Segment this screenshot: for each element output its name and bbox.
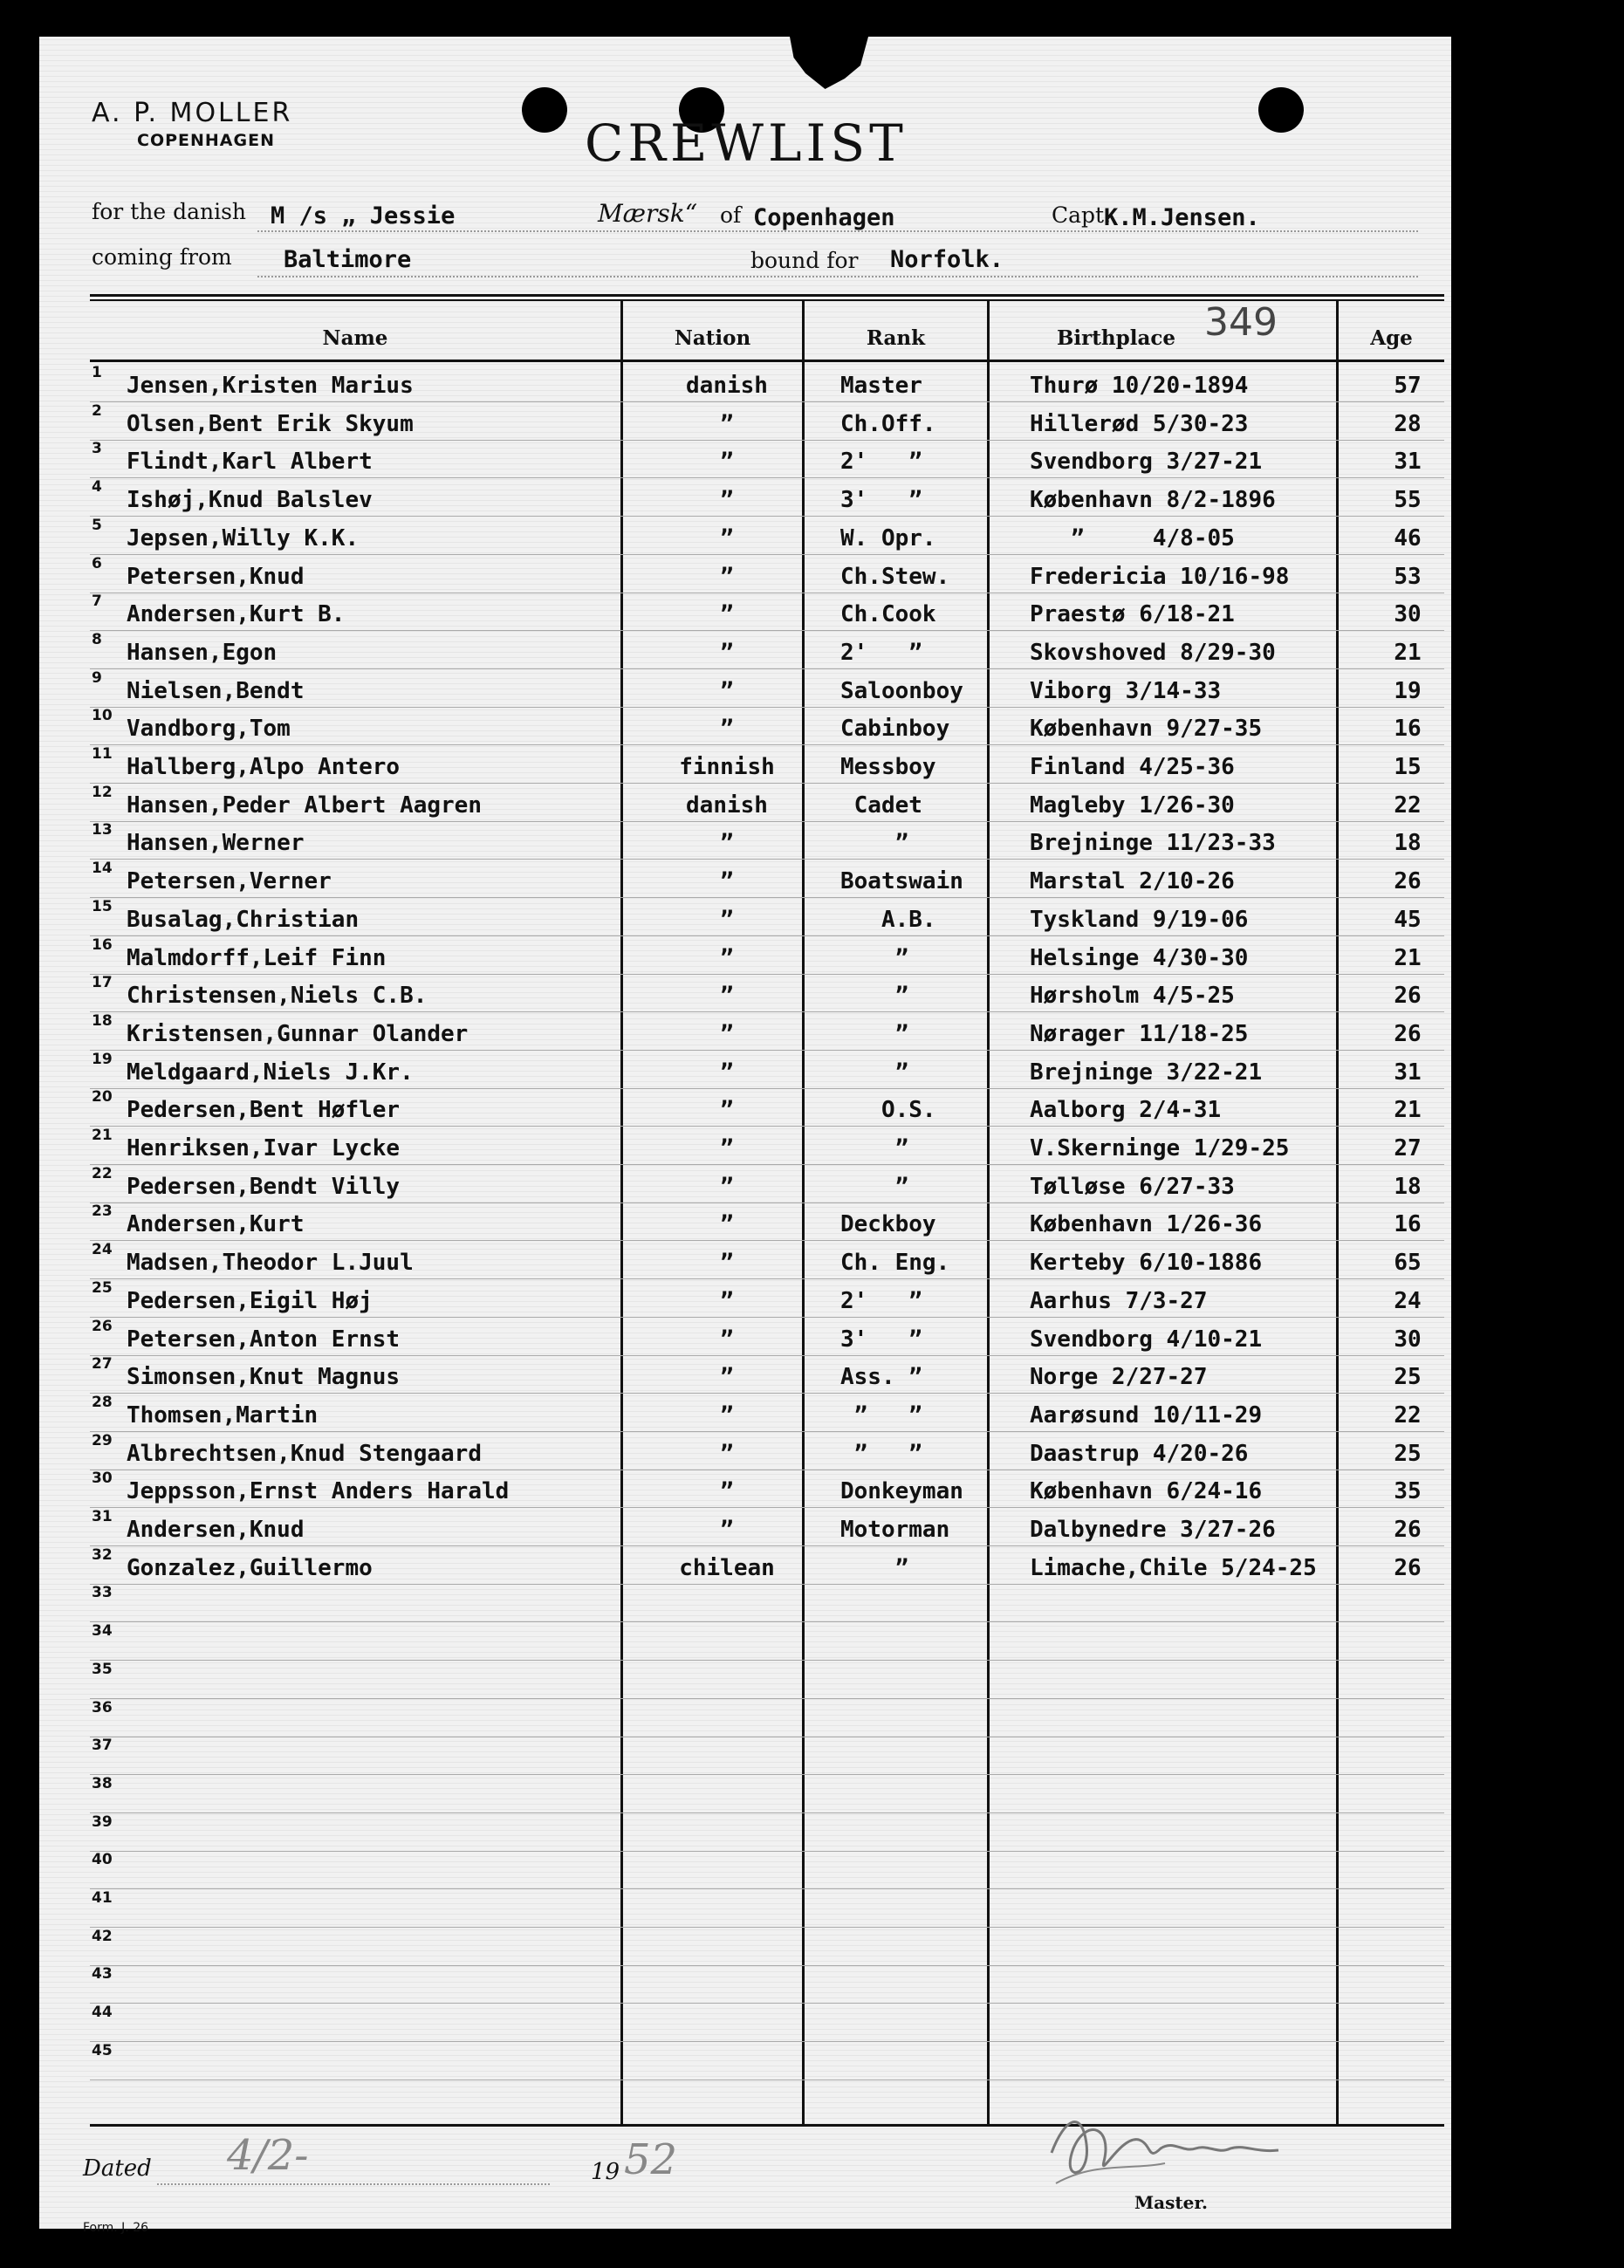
table-row (90, 974, 1444, 1012)
header-bottom-rule (90, 360, 1444, 362)
crew-birthplace: Nørager 11/18-25 (1030, 1020, 1249, 1047)
crew-name: Thomsen,Martin (127, 1401, 319, 1429)
table-row (90, 1394, 1444, 1432)
crew-name: Malmdorff,Leif Finn (127, 944, 387, 971)
table-row (90, 1470, 1444, 1508)
table-row (90, 555, 1444, 593)
crew-rank: Ch. Eng. (840, 1250, 950, 1277)
table-row (90, 1088, 1444, 1127)
table-row (90, 1318, 1444, 1356)
crew-birthplace: Tyskland 9/19-06 (1030, 906, 1249, 933)
column-header-name: Name (322, 326, 388, 350)
crew-birthplace: Brejninge 11/23-33 (1030, 830, 1276, 857)
crew-age: 26 (1394, 983, 1422, 1010)
crew-nation: finnish (679, 754, 775, 780)
crew-rank: Cadet (840, 791, 922, 819)
crew-rank: Messboy (840, 754, 936, 780)
crew-nation: ” (720, 1478, 734, 1505)
row-number: 11 (92, 745, 113, 763)
crew-rank: 2' ” (840, 1287, 922, 1314)
company-name: A. P. MOLLER (92, 98, 293, 128)
crew-birthplace: Svendborg 4/10-21 (1030, 1326, 1263, 1353)
paper-tear (790, 37, 868, 89)
crew-name: Pedersen,Eigil Høj (127, 1287, 373, 1314)
table-row (90, 1737, 1444, 1775)
column-header-age: Age (1370, 326, 1413, 350)
crew-rank: Master (840, 373, 922, 399)
crew-name: Albrechtsen,Knud Stengaard (127, 1440, 482, 1467)
crew-rank: Boatswain (840, 868, 963, 895)
crew-birthplace: V.Skerninge 1/29-25 (1030, 1135, 1290, 1161)
crew-rank: ” (840, 1554, 909, 1581)
table-row (90, 784, 1444, 822)
column-header-nation: Nation (674, 326, 751, 350)
dated-label: Dated (83, 2155, 152, 2182)
crew-age: 26 (1394, 1554, 1422, 1581)
crew-rank: W. Opr. (840, 524, 936, 552)
year-prefix: 19 (591, 2159, 620, 2185)
table-top-rule (90, 294, 1444, 297)
crew-name: Pedersen,Bent Høfler (127, 1097, 401, 1124)
row-number: 3 (92, 440, 102, 458)
crew-birthplace: København 9/27-35 (1030, 716, 1263, 743)
crew-birthplace: Hillerød 5/30-23 (1030, 410, 1249, 437)
capt-label: Capt. (1052, 202, 1112, 228)
crew-age: 18 (1394, 1173, 1422, 1200)
row-number: 33 (92, 1584, 113, 1602)
company-city: COPENHAGEN (137, 131, 275, 150)
crew-name: Pedersen,Bendt Villy (127, 1173, 401, 1200)
crew-age: 21 (1394, 944, 1422, 971)
crew-name: Hallberg,Alpo Antero (127, 754, 401, 780)
crew-age: 31 (1394, 1059, 1422, 1086)
row-number: 30 (92, 1470, 113, 1488)
crew-nation: ” (720, 906, 734, 933)
archive-stamp-number: 349 (1204, 300, 1278, 345)
crew-age: 24 (1394, 1287, 1422, 1314)
crew-birthplace: København 6/24-16 (1030, 1478, 1263, 1505)
crew-birthplace: København 1/26-36 (1030, 1211, 1263, 1238)
crew-nation: ” (720, 639, 734, 666)
crew-rank: ” (840, 1135, 909, 1161)
row-number: 1 (92, 364, 102, 381)
crew-name: Hansen,Peder Albert Aagren (127, 791, 482, 819)
crew-birthplace: Viborg 3/14-33 (1030, 677, 1222, 704)
bound-label: bound for (750, 248, 859, 273)
crew-nation: ” (720, 1059, 734, 1086)
row-number: 37 (92, 1737, 113, 1755)
crew-age: 19 (1394, 677, 1422, 704)
crew-rank: ” ” (840, 1440, 922, 1467)
dotted-line (257, 276, 1418, 278)
table-row (90, 936, 1444, 975)
dotted-line (257, 230, 1418, 232)
table-row (90, 1699, 1444, 1737)
crew-nation: ” (720, 449, 734, 476)
crew-age: 53 (1394, 563, 1422, 590)
table-row (90, 517, 1444, 555)
crew-name: Jepsen,Willy K.K. (127, 524, 360, 552)
crew-nation: ” (720, 1440, 734, 1467)
row-number: 28 (92, 1393, 113, 1411)
crew-nation: ” (720, 716, 734, 743)
crew-age: 46 (1394, 524, 1422, 552)
crew-birthplace: Daastrup 4/20-26 (1030, 1440, 1249, 1467)
crew-rank: 3' ” (840, 487, 922, 514)
crew-birthplace: Aarøsund 10/11-29 (1030, 1401, 1263, 1429)
row-number: 17 (92, 974, 113, 992)
dotted-line (157, 2183, 550, 2185)
crew-age: 21 (1394, 1097, 1422, 1124)
row-number: 35 (92, 1660, 113, 1678)
crew-birthplace: Tølløse 6/27-33 (1030, 1173, 1235, 1200)
crewlist-document (39, 37, 1451, 2235)
row-number: 14 (92, 860, 113, 878)
master-signature (1043, 2100, 1305, 2196)
row-number: 2 (92, 401, 102, 420)
crew-rank: Saloonboy (840, 677, 963, 704)
crew-rank: Donkeyman (840, 1478, 963, 1505)
crew-nation: ” (720, 868, 734, 895)
row-number: 40 (92, 1851, 113, 1869)
of-label: of (720, 202, 742, 228)
coming-from: Baltimore (284, 246, 412, 273)
crew-birthplace: ” 4/8-05 (1030, 524, 1235, 552)
for-label: for the danish (92, 199, 247, 224)
crew-nation: ” (720, 410, 734, 437)
row-number: 34 (92, 1622, 113, 1641)
table-row (90, 1241, 1444, 1279)
crew-nation: ” (720, 830, 734, 857)
crew-age: 35 (1394, 1478, 1422, 1505)
table-row (90, 669, 1444, 708)
crew-name: Petersen,Anton Ernst (127, 1326, 401, 1353)
crew-nation: danish (686, 791, 768, 819)
table-row (90, 1851, 1444, 1889)
table-row (90, 745, 1444, 784)
crew-name: Nielsen,Bendt (127, 677, 305, 704)
crew-nation: ” (720, 944, 734, 971)
table-row (90, 2042, 1444, 2080)
crew-birthplace: Kerteby 6/10-1886 (1030, 1250, 1263, 1277)
row-number: 15 (92, 897, 113, 915)
crew-name: Petersen,Verner (127, 868, 332, 895)
column-header-rank: Rank (866, 326, 926, 350)
table-row (90, 1813, 1444, 1852)
crew-birthplace: Norge 2/27-27 (1030, 1364, 1208, 1391)
table-row (90, 2004, 1444, 2042)
crew-name: Vandborg,Tom (127, 716, 291, 743)
crew-age: 16 (1394, 716, 1422, 743)
crew-age: 30 (1394, 1326, 1422, 1353)
crew-nation: ” (720, 677, 734, 704)
row-number: 45 (92, 2041, 113, 2059)
crew-birthplace: Aalborg 2/4-31 (1030, 1097, 1222, 1124)
row-number: 25 (92, 1278, 113, 1297)
crew-age: 31 (1394, 449, 1422, 476)
crew-nation: ” (720, 1287, 734, 1314)
crew-rank: A.B. (840, 906, 936, 933)
row-number: 6 (92, 554, 102, 572)
home-port: Copenhagen (753, 204, 895, 231)
crew-rank: Ch.Stew. (840, 563, 950, 590)
row-number: 19 (92, 1050, 113, 1068)
vessel-suffix: Mærsk“ (598, 199, 698, 228)
crew-age: 55 (1394, 487, 1422, 514)
crew-name: Andersen,Kurt B. (127, 601, 346, 628)
crew-rank: ” (840, 1059, 909, 1086)
table-row (90, 1165, 1444, 1203)
crew-rank: 2' ” (840, 639, 922, 666)
row-number: 31 (92, 1508, 113, 1525)
row-number: 24 (92, 1241, 113, 1259)
crew-rank: Cabinboy (840, 716, 950, 743)
row-number: 10 (92, 707, 113, 725)
crew-nation: ” (720, 1020, 734, 1047)
crew-birthplace: Aarhus 7/3-27 (1030, 1287, 1208, 1314)
crew-name: Gonzalez,Guillermo (127, 1554, 373, 1581)
table-row (90, 1775, 1444, 1813)
table-row (90, 1279, 1444, 1318)
crew-nation: ” (720, 1401, 734, 1429)
row-number: 18 (92, 1011, 113, 1030)
bound-for: Norfolk. (890, 246, 1004, 273)
crew-birthplace: Svendborg 3/27-21 (1030, 449, 1263, 476)
row-number: 20 (92, 1088, 113, 1107)
crew-age: 28 (1394, 410, 1422, 437)
punch-hole (1258, 87, 1304, 133)
crew-age: 15 (1394, 754, 1422, 780)
crew-nation: ” (720, 601, 734, 628)
table-row (90, 1889, 1444, 1928)
crew-nation: ” (720, 487, 734, 514)
table-row (90, 1432, 1444, 1470)
crew-name: Henriksen,Ivar Lycke (127, 1135, 401, 1161)
row-number: 12 (92, 783, 113, 801)
row-number: 41 (92, 1889, 113, 1907)
crew-age: 22 (1394, 791, 1422, 819)
crew-name: Flindt,Karl Albert (127, 449, 373, 476)
row-number: 43 (92, 1965, 113, 1984)
crew-nation: ” (720, 1097, 734, 1124)
crew-rank: 2' ” (840, 449, 922, 476)
crew-nation: ” (720, 1250, 734, 1277)
crew-name: Meldgaard,Niels J.Kr. (127, 1059, 414, 1086)
crew-birthplace: Brejninge 3/22-21 (1030, 1059, 1263, 1086)
form-number: Form. J. 26 (83, 2221, 149, 2235)
row-number: 16 (92, 935, 113, 954)
crew-rank: 3' ” (840, 1326, 922, 1353)
crew-birthplace: Dalbynedre 3/27-26 (1030, 1517, 1276, 1543)
crew-name: Madsen,Theodor L.Juul (127, 1250, 414, 1277)
crew-birthplace: Finland 4/25-36 (1030, 754, 1235, 780)
table-row (90, 1203, 1444, 1241)
row-number: 26 (92, 1317, 113, 1335)
year-suffix: 52 (624, 2135, 678, 2184)
table-row (90, 707, 1444, 745)
row-number: 27 (92, 1355, 113, 1374)
crew-age: 18 (1394, 830, 1422, 857)
crew-age: 27 (1394, 1135, 1422, 1161)
crew-birthplace: Marstal 2/10-26 (1030, 868, 1235, 895)
punch-hole (522, 87, 567, 133)
table-row (90, 1127, 1444, 1165)
row-number: 39 (92, 1812, 113, 1831)
table-row (90, 1546, 1444, 1585)
table-row (90, 1508, 1444, 1546)
row-number: 7 (92, 593, 102, 611)
row-number: 22 (92, 1164, 113, 1182)
vessel-prefix: M /s „ Jessie (271, 202, 456, 230)
master-label: Master. (1134, 2192, 1208, 2213)
crew-rank: O.S. (840, 1097, 936, 1124)
crew-birthplace: Helsinge 4/30-30 (1030, 944, 1249, 971)
crew-nation: ” (720, 983, 734, 1010)
table-row (90, 821, 1444, 860)
captain-name: K.M.Jensen. (1104, 204, 1260, 231)
row-number: 23 (92, 1203, 113, 1221)
crew-birthplace: Fredericia 10/16-98 (1030, 563, 1290, 590)
crew-rank: Ch.Off. (840, 410, 936, 437)
row-number: 29 (92, 1431, 113, 1449)
table-row (90, 1928, 1444, 1966)
row-number: 36 (92, 1698, 113, 1716)
crew-nation: danish (686, 373, 768, 399)
row-number: 21 (92, 1127, 113, 1144)
row-number: 32 (92, 1545, 113, 1564)
crew-name: Busalag,Christian (127, 906, 360, 933)
row-number: 5 (92, 516, 102, 534)
row-number: 9 (92, 668, 102, 687)
table-row (90, 1622, 1444, 1661)
table-row (90, 1355, 1444, 1394)
crew-rank: ” (840, 1020, 909, 1047)
crew-birthplace: Praestø 6/18-21 (1030, 601, 1235, 628)
crew-nation: ” (720, 1517, 734, 1543)
coming-label: coming from (92, 244, 232, 270)
row-number: 44 (92, 2004, 113, 2022)
crew-name: Jeppsson,Ernst Anders Harald (127, 1478, 510, 1505)
crew-age: 45 (1394, 906, 1422, 933)
crew-birthplace: Limache,Chile 5/24-25 (1030, 1554, 1317, 1581)
crew-nation: ” (720, 1326, 734, 1353)
crew-birthplace: Hørsholm 4/5-25 (1030, 983, 1235, 1010)
crew-name: Andersen,Knud (127, 1517, 305, 1543)
table-row (90, 364, 1444, 402)
crew-name: Petersen,Knud (127, 563, 305, 590)
crew-name: Hansen,Werner (127, 830, 305, 857)
crew-birthplace: København 8/2-1896 (1030, 487, 1276, 514)
crew-birthplace: Thurø 10/20-1894 (1030, 373, 1249, 399)
crew-name: Olsen,Bent Erik Skyum (127, 410, 414, 437)
crew-age: 26 (1394, 1020, 1422, 1047)
crew-nation: ” (720, 1211, 734, 1238)
crew-age: 16 (1394, 1211, 1422, 1238)
crew-nation: ” (720, 563, 734, 590)
row-number: 8 (92, 630, 102, 648)
crew-name: Simonsen,Knut Magnus (127, 1364, 401, 1391)
crew-age: 22 (1394, 1401, 1422, 1429)
document-title: CREWLIST (585, 113, 908, 173)
crew-nation: chilean (679, 1554, 775, 1581)
crew-nation: ” (720, 1135, 734, 1161)
crew-age: 26 (1394, 1517, 1422, 1543)
crew-name: Christensen,Niels C.B. (127, 983, 428, 1010)
table-row (90, 1051, 1444, 1089)
crew-name: Andersen,Kurt (127, 1211, 305, 1238)
table-row (90, 1584, 1444, 1622)
column-header-birthplace: Birthplace (1056, 326, 1175, 350)
dated-value: 4/2- (227, 2131, 309, 2180)
crew-age: 30 (1394, 601, 1422, 628)
row-number: 13 (92, 821, 113, 839)
crew-rank: ” (840, 830, 909, 857)
crew-age: 25 (1394, 1364, 1422, 1391)
table-row (90, 1661, 1444, 1699)
table-row (90, 593, 1444, 631)
table-row (90, 402, 1444, 441)
table-row (90, 898, 1444, 936)
crew-name: Kristensen,Gunnar Olander (127, 1020, 469, 1047)
crew-rank: ” ” (840, 1401, 922, 1429)
table-row (90, 478, 1444, 517)
table-row (90, 631, 1444, 669)
table-row (90, 1965, 1444, 2004)
crew-rank: ” (840, 1173, 909, 1200)
crew-rank: Ch.Cook (840, 601, 936, 628)
crew-name: Jensen,Kristen Marius (127, 373, 414, 399)
table-row (90, 860, 1444, 898)
crew-rank: Deckboy (840, 1211, 936, 1238)
row-number: 4 (92, 478, 102, 497)
crew-nation: ” (720, 1173, 734, 1200)
crew-rank: ” (840, 944, 909, 971)
crew-rank: ” (840, 983, 909, 1010)
row-number: 42 (92, 1927, 113, 1945)
crew-name: Hansen,Egon (127, 639, 278, 666)
crew-rank: Ass. ” (840, 1364, 922, 1391)
crew-nation: ” (720, 1364, 734, 1391)
crew-rank: Motorman (840, 1517, 950, 1543)
crew-nation: ” (720, 524, 734, 552)
crew-age: 21 (1394, 639, 1422, 666)
crew-age: 57 (1394, 373, 1422, 399)
crew-birthplace: Skovshoved 8/29-30 (1030, 639, 1276, 666)
row-number: 38 (92, 1774, 113, 1792)
crew-birthplace: Magleby 1/26-30 (1030, 791, 1235, 819)
crew-age: 65 (1394, 1250, 1422, 1277)
crew-age: 25 (1394, 1440, 1422, 1467)
table-row (90, 440, 1444, 478)
crew-name: Ishøj,Knud Balslev (127, 487, 373, 514)
crew-age: 26 (1394, 868, 1422, 895)
table-row (90, 1012, 1444, 1051)
